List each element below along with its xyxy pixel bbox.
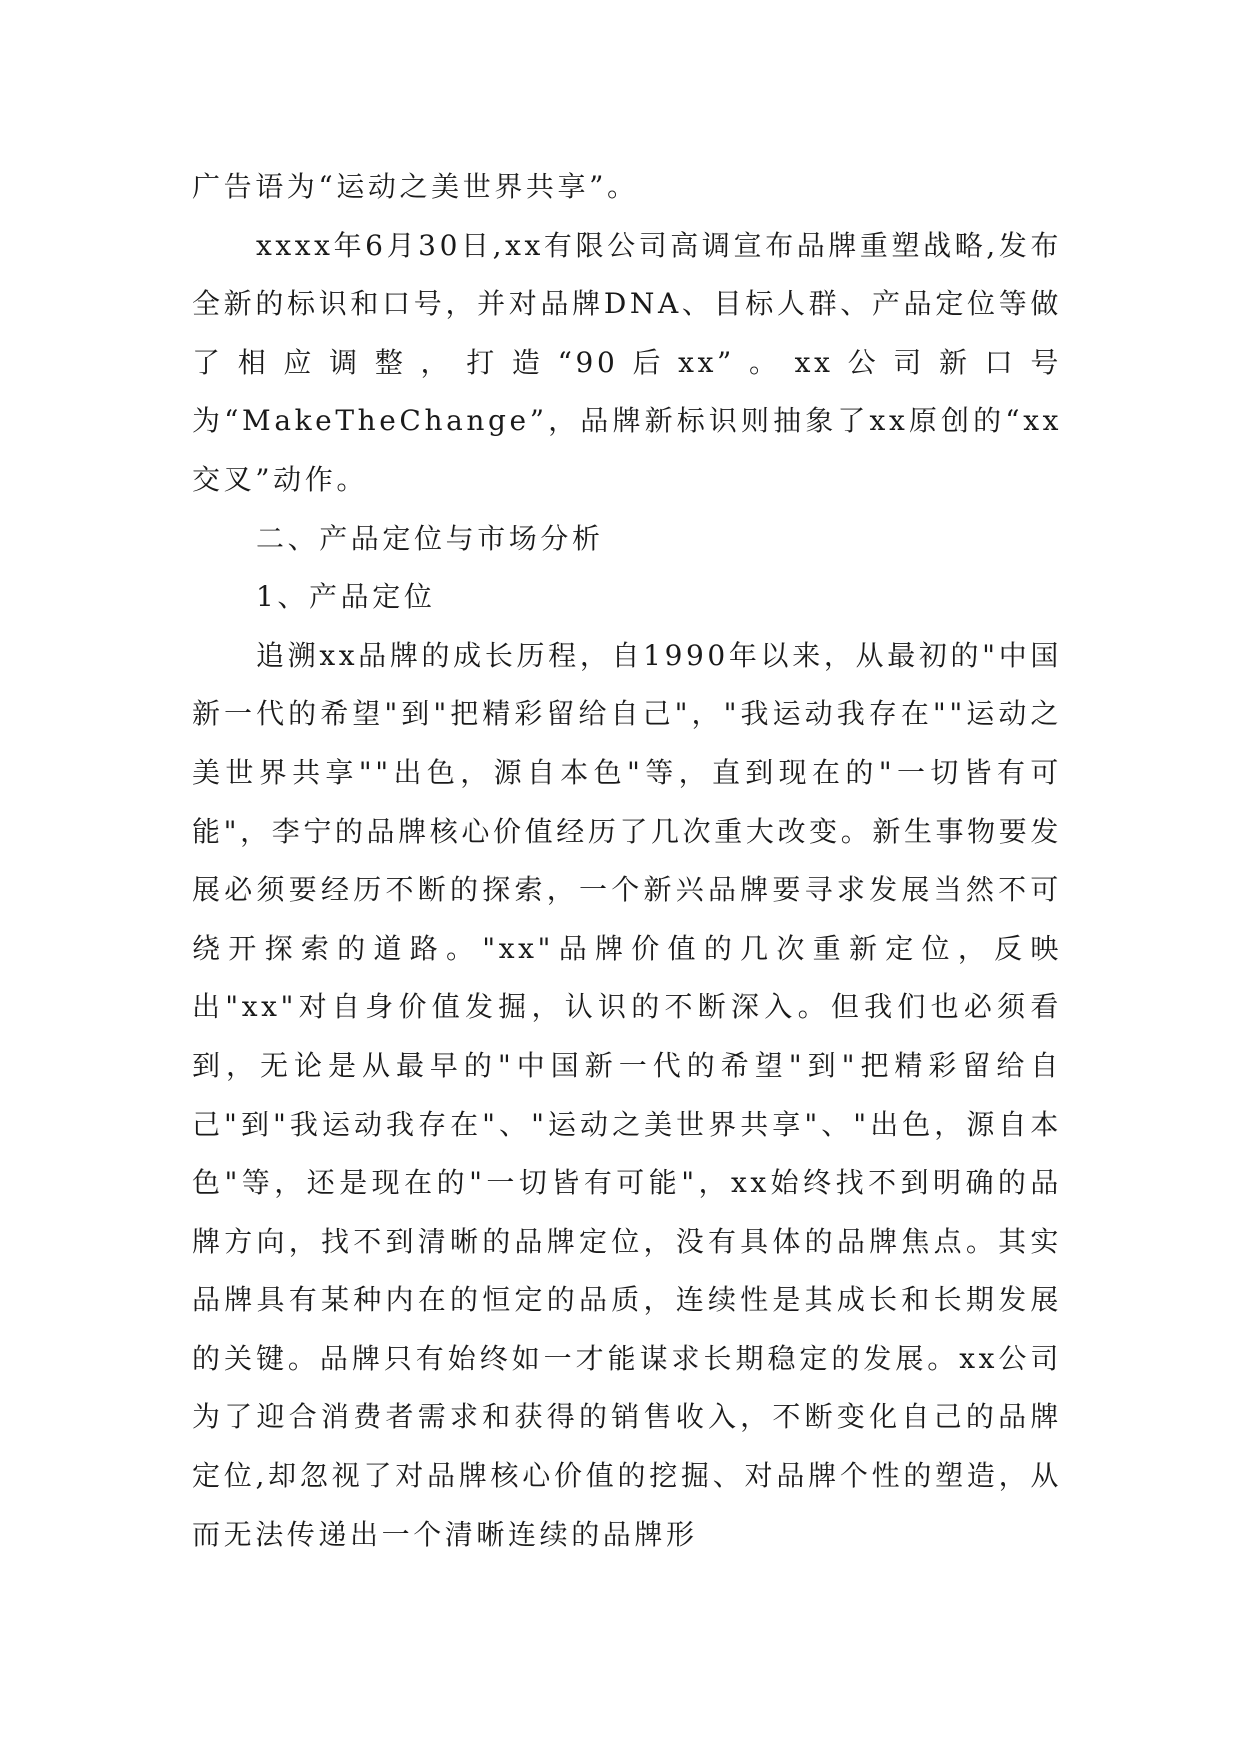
- section-heading-positioning-analysis: 二、产品定位与市场分析: [256, 521, 604, 555]
- paragraph-brand-history: 追溯xx品牌的成长历程，自1990年以来，从最初的"中国新一代的希望"到"把精彩留给自己"，"我运动我存在""运动之美世界共享""出色，源自本色"等，直到现在的"一切皆有可能"，李宁的品牌核心价值经历了几次重大改变。新生事物要发展必须要经历不断的探索，一个新兴品牌要寻求发展当然不可绕开探索的道路。"xx"品牌价值的几次重新定位，反映出"xx"对自身价值发掘，认识的不断深入。但我们也必须看到，无论是从最早的"中国新一代的希望"到"把精彩留给自己"到"我运动我存在"、"运动之美世界共享"、"出色，源自本色"等，还是现在的"一切皆有可能"，xx始终找不到明确的品牌方向，找不到清晰的品牌定位，没有具体的品牌焦点。其实品牌具有某种内在的恒定的品质，连续性是其成长和长期发展的关键。品牌只有始终如一才能谋求长期稳定的发展。xx公司为了迎合消费者需求和获得的销售收入，不断变化自己的品牌定位,却忽视了对品牌核心价值的挖掘、对品牌个性的塑造，从而无法传递出一个清晰连续的品牌形: [192, 638, 1062, 1551]
- paragraph-slogan-end: 广告语为“运动之美世界共享”。: [192, 170, 639, 203]
- document-body: [192, 158, 1062, 1564]
- paragraph-brand-rebuild: xxxx年6月30日,xx有限公司高调宣布品牌重塑战略,发布全新的标识和口号，并对品牌DNA、目标人群、产品定位等做了相应调整，打造“90后xx”。xx公司新口号为“MakeTheChange”，品牌新标识则抽象了xx原创的“xx交叉”动作。: [192, 228, 1062, 496]
- subsection-heading-product-positioning: 1、产品定位: [256, 580, 436, 614]
